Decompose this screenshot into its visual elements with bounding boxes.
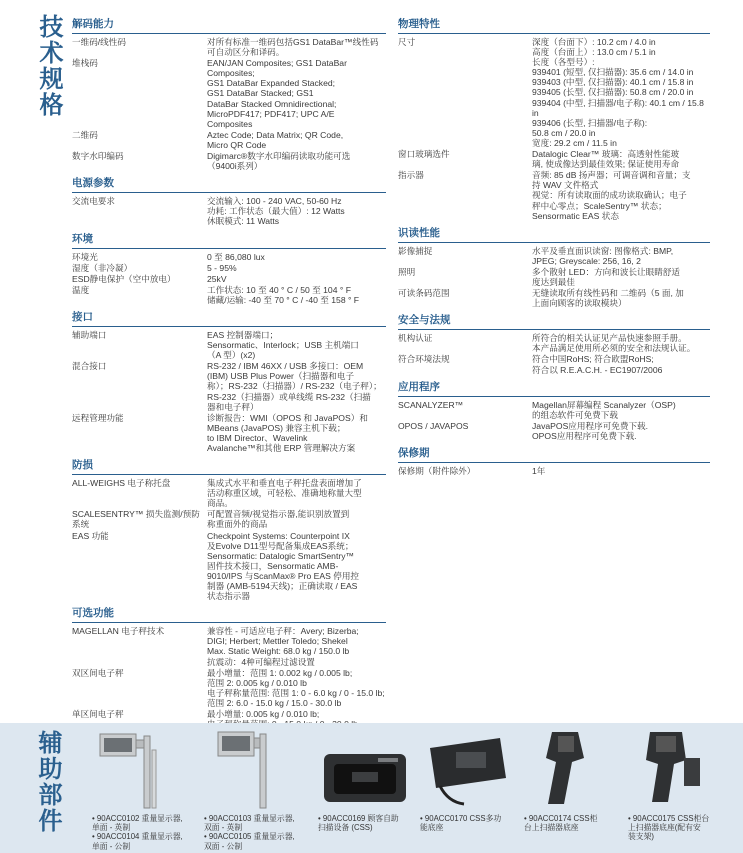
- spec-value: 多个散射 LED：方向和波长让眼睛舒适 度达到最佳: [532, 266, 681, 287]
- accessory-item: [524, 728, 620, 832]
- spec-label: 窗口玻璃选件: [398, 149, 450, 160]
- spec-row: [398, 400, 710, 420]
- css-multifunction-base-image: [420, 728, 516, 812]
- spec-row: [72, 413, 386, 453]
- section-heading: 防损: [72, 457, 386, 475]
- spec-row: [398, 354, 710, 374]
- spec-label: 环境光: [72, 251, 98, 262]
- spec-value: 对所有标准一维码包括GS1 DataBar™线性码可自动区分和译码。: [207, 37, 379, 58]
- css-countertop-base-image: [524, 728, 620, 812]
- spec-row: [398, 37, 710, 148]
- spec-value: 5 - 95%: [207, 262, 237, 273]
- spec-label: ALL-WEIGHS 电子称托盘: [72, 478, 171, 489]
- spec-row: [398, 288, 710, 308]
- spec-label: 单区间电子秤: [72, 708, 124, 719]
- spec-value: 深度（台面下）: 10.2 cm / 4.0 in 高度（台面上）: 13.0 cm / 5.1 in 长度（各型号）: 939401 (短型, 仅扫描器): 35.6 cm / 14.0 in 939403 (中型, 仅扫描器): 40.1 cm / 15.8 in 939405 (长型, 仅扫描器): 50.8 cm / 20.0 in 939404 (中型, 扫描器/电子称): 40.1 cm / 15.8 in 939406 (长型, 扫描器/电子称): 50.8 cm / 20.0 in 宽度: 29.2 cm / 11.5 in: [532, 37, 704, 148]
- section-heading: 物理特性: [398, 16, 710, 34]
- spec-value: JavaPOS应用程序可免费下载. OPOS应用程序可免费下载.: [532, 420, 649, 441]
- spec-section: [398, 445, 710, 476]
- spec-label: 湿度（非冷凝）: [72, 262, 133, 273]
- spec-row: [398, 246, 710, 266]
- spec-label: ESD静电保护（空中放电）: [72, 273, 176, 284]
- spec-label: 尺寸: [398, 37, 416, 47]
- spec-row: [72, 130, 386, 150]
- section-heading: 环境: [72, 231, 386, 249]
- accessory-caption: • 90ACC0169 顾客自助 扫描设备 (CSS): [318, 814, 399, 833]
- spec-row: [72, 509, 386, 529]
- spec-section: [398, 312, 710, 374]
- spec-row: [72, 285, 386, 305]
- spec-section: [72, 231, 386, 305]
- spec-value: RS-232 / IBM 46XX / USB 多接口：OEM (IBM) USB Plus Power（扫描器和电子 称）；RS-232（扫描器）/ RS-232（电子秤）； RS-232（扫描器）或单线缆 RS-232（扫描 器和电子秤）: [207, 361, 382, 412]
- section-heading: 识读性能: [398, 225, 710, 243]
- accessory-item: [318, 728, 414, 832]
- accessory-caption: • 90ACC0102 重量显示器, 单面 - 英制 • 90ACC0104 重量显示器, 单面 - 公制: [92, 814, 183, 851]
- section-heading: 安全与法规: [398, 312, 710, 330]
- spec-section: [72, 605, 386, 729]
- spec-value: 工作状态: 10 至 40 ° C / 50 至 104 ° F 储藏/运输: -40 至 70 ° C / -40 至 158 ° F: [207, 284, 360, 305]
- weight-display-double-image: [204, 728, 300, 812]
- spec-label: 一维码/线性码: [72, 37, 126, 47]
- section-heading: 电源参数: [72, 175, 386, 193]
- spec-row: [398, 421, 710, 441]
- spec-label: 影像捕捉: [398, 245, 433, 256]
- right-spec-column: [398, 16, 710, 480]
- spec-label: SCALESENTRY™ 损失监测/预防系统: [72, 509, 200, 530]
- spec-value: 诊断报告：WMI（OPOS 和 JavaPOS）和 MBeans (JavaPOS) 兼容主机下载； to IBM Director、Wavelink Avalanche™和其他 ERP 管理解决方案: [207, 412, 368, 453]
- spec-row: [72, 361, 386, 411]
- spec-row: [398, 267, 710, 287]
- spec-label: 符合环境法规: [398, 354, 450, 365]
- spec-label: MAGELLAN 电子秤技术: [72, 626, 165, 637]
- section-heading: 解码能力: [72, 16, 386, 34]
- spec-label: 交流电要求: [72, 196, 115, 207]
- spec-section: [398, 16, 710, 221]
- accessory-item: [628, 728, 724, 842]
- spec-value: 集成式水平和垂直电子秤托盘表面增加了 活动称重区域，可轻松、准确地称量大型 商品。: [207, 478, 362, 509]
- spec-row: [72, 263, 386, 273]
- spec-label: 照明: [398, 266, 416, 277]
- accessory-caption: • 90ACC0175 CSS柜台 上扫描器底座(配有安 装支架): [628, 814, 710, 842]
- spec-value: 1年: [532, 466, 546, 476]
- spec-value: EAN/JAN Composites; GS1 DataBar Composites; GS1 DataBar Expanded Stacked; GS1 DataBar Stacked; GS1 DataBar Stacked Omnidirectional; MicroPDF417; PDF417; UPC A/E Composites: [207, 58, 347, 129]
- spec-section: [72, 457, 386, 601]
- spec-label: 堆栈码: [72, 58, 98, 69]
- left-spec-column: [72, 16, 386, 733]
- accessory-caption: • 90ACC0174 CSS柜 台上扫描器底座: [524, 814, 598, 833]
- self-scan-device-image: [318, 728, 414, 812]
- spec-label: 双区间电子秤: [72, 667, 124, 678]
- spec-value: Digimarc®数字水印编码读取功能可选 （9400i系列）: [207, 151, 351, 172]
- spec-label: 辅助端口: [72, 329, 107, 340]
- accessory-item: [204, 728, 300, 851]
- specs-side-title: 技术规格: [35, 14, 62, 118]
- spec-value: 交流输入: 100 - 240 VAC, 50-60 Hz 功耗: 工作状态（最大值）: 12 Watts 休眠模式: 11 Watts: [207, 196, 345, 227]
- spec-section: [72, 175, 386, 226]
- spec-value: 符合中国RoHS; 符合欧盟RoHS; 符合以 R.E.A.C.H. - EC1907/2006: [532, 354, 663, 375]
- spec-value: 最小增量: 0.005 kg / 0.010 lb;: [207, 708, 320, 719]
- section-heading: 接口: [72, 309, 386, 327]
- spec-row: [398, 333, 710, 353]
- spec-value: 0 至 86,080 lux: [207, 251, 265, 262]
- section-heading: 应用程序: [398, 379, 710, 397]
- spec-label: 指示器: [398, 170, 424, 181]
- section-heading: 保修期: [398, 445, 710, 463]
- spec-row: [72, 252, 386, 262]
- spec-row: [72, 478, 386, 508]
- spec-value: Datalogic Clear™ 玻璃：高透射性能玻 璃, 使成像达到最佳效果; 保证使用寿命: [532, 149, 680, 170]
- spec-value: 兼容性 - 可适应电子秤：Avery; Bizerba; DIGI; Herbert; Mettler Toledo; Shekel Max. Static Weight: 68.0 kg / 150.0 lb 抗震动：4种可编程过滤设置: [207, 626, 359, 667]
- spec-value: 音频: 85 dB 扬声器；可调音调和音量；支 持 WAV 文件格式 视觉：所有读取面的成功读取确认；电子 秤中心零点；ScaleSentry™ 状态； Sensormatic EAS 状态: [532, 170, 691, 221]
- spec-row: [72, 196, 386, 226]
- accessory-caption: • 90ACC0170 CSS多功 能底座: [420, 814, 502, 833]
- spec-row: [72, 37, 386, 57]
- spec-section: [398, 225, 710, 309]
- spec-value: Aztec Code; Data Matrix; QR Code, Micro QR Code: [207, 129, 344, 150]
- spec-row: [72, 626, 386, 666]
- spec-label: 数字水印编码: [72, 151, 124, 162]
- spec-row: [72, 668, 386, 708]
- spec-row: [398, 170, 710, 220]
- spec-row: [72, 330, 386, 360]
- spec-label: 温度: [72, 284, 90, 295]
- weight-display-single-image: [92, 728, 188, 812]
- spec-row: [72, 274, 386, 284]
- spec-label: EAS 功能: [72, 530, 109, 541]
- spec-value: Checkpoint Systems: Counterpoint IX 及Evolve D11型号配备集成EAS系统； Sensormatic: Datalogic SmartSentry™ 固件技术接口，Sensormatic AMB- 9010/IPS 与ScanMax® Pro EAS 停用控 制器 (AMB-5194天线)；正确读取 / EAS 状态指示器: [207, 530, 360, 602]
- spec-row: [72, 58, 386, 129]
- spec-label: 远程管理功能: [72, 412, 124, 423]
- spec-label: 保修期（附件除外）: [398, 466, 476, 476]
- accessory-caption: • 90ACC0103 重量显示器, 双面 - 英制 • 90ACC0105 重量显示器, 双面 - 公制: [204, 814, 295, 851]
- accessories-side-title: 辅助部件: [34, 730, 61, 834]
- spec-section: [398, 379, 710, 441]
- spec-value: 可配置音频/视觉指示器,能识别放置到 称重面外的商品: [207, 509, 350, 530]
- spec-label: OPOS / JAVAPOS: [398, 420, 469, 431]
- spec-row: [398, 466, 710, 476]
- spec-value: 水平及垂直面识读窗: 图像格式: BMP, JPEG; Greyscale: 256, 16, 2: [532, 245, 674, 266]
- spec-value: 所符合的相关认证见产品快速参照手册。 本产品满足使用所必须的安全和法规认证。: [532, 333, 696, 354]
- spec-section: [72, 16, 386, 171]
- spec-label: 机构认证: [398, 333, 433, 344]
- spec-row: [72, 531, 386, 602]
- spec-label: SCANALYZER™: [398, 399, 464, 410]
- spec-label: 二维码: [72, 129, 98, 140]
- spec-section: [72, 309, 386, 453]
- spec-row: [398, 149, 710, 169]
- spec-value: 无缝读取所有线性码和 二维码（5 面, 加 上面向顾客的读取模块）: [532, 288, 684, 309]
- spec-row: [72, 151, 386, 171]
- accessory-item: [92, 728, 188, 851]
- spec-value: EAS 控制器端口； Sensormatic、Interlock；USB 主机端口 （A 型）(x2): [207, 329, 359, 361]
- spec-label: 可读条码范围: [398, 288, 450, 299]
- spec-value: 25kV: [207, 273, 227, 284]
- spec-value: 最小增量：范围 1: 0.002 kg / 0.005 lb; 范围 2: 0.005 kg / 0.010 lb 电子秤称量范围: 范围 1: 0 - 6.0 kg / 0 - 15.0 lb; 范围 2: 6.0 - 15.0 kg / 15.0 - 30.0 lb: [207, 667, 385, 708]
- accessory-item: [420, 728, 516, 832]
- spec-value: Magellan屏幕编程 Scanalyzer（OSP) 的组态软件可免费下载: [532, 399, 676, 420]
- spec-label: 混合接口: [72, 361, 107, 372]
- section-heading: 可选功能: [72, 605, 386, 623]
- css-countertop-base-bracket-image: [628, 728, 724, 812]
